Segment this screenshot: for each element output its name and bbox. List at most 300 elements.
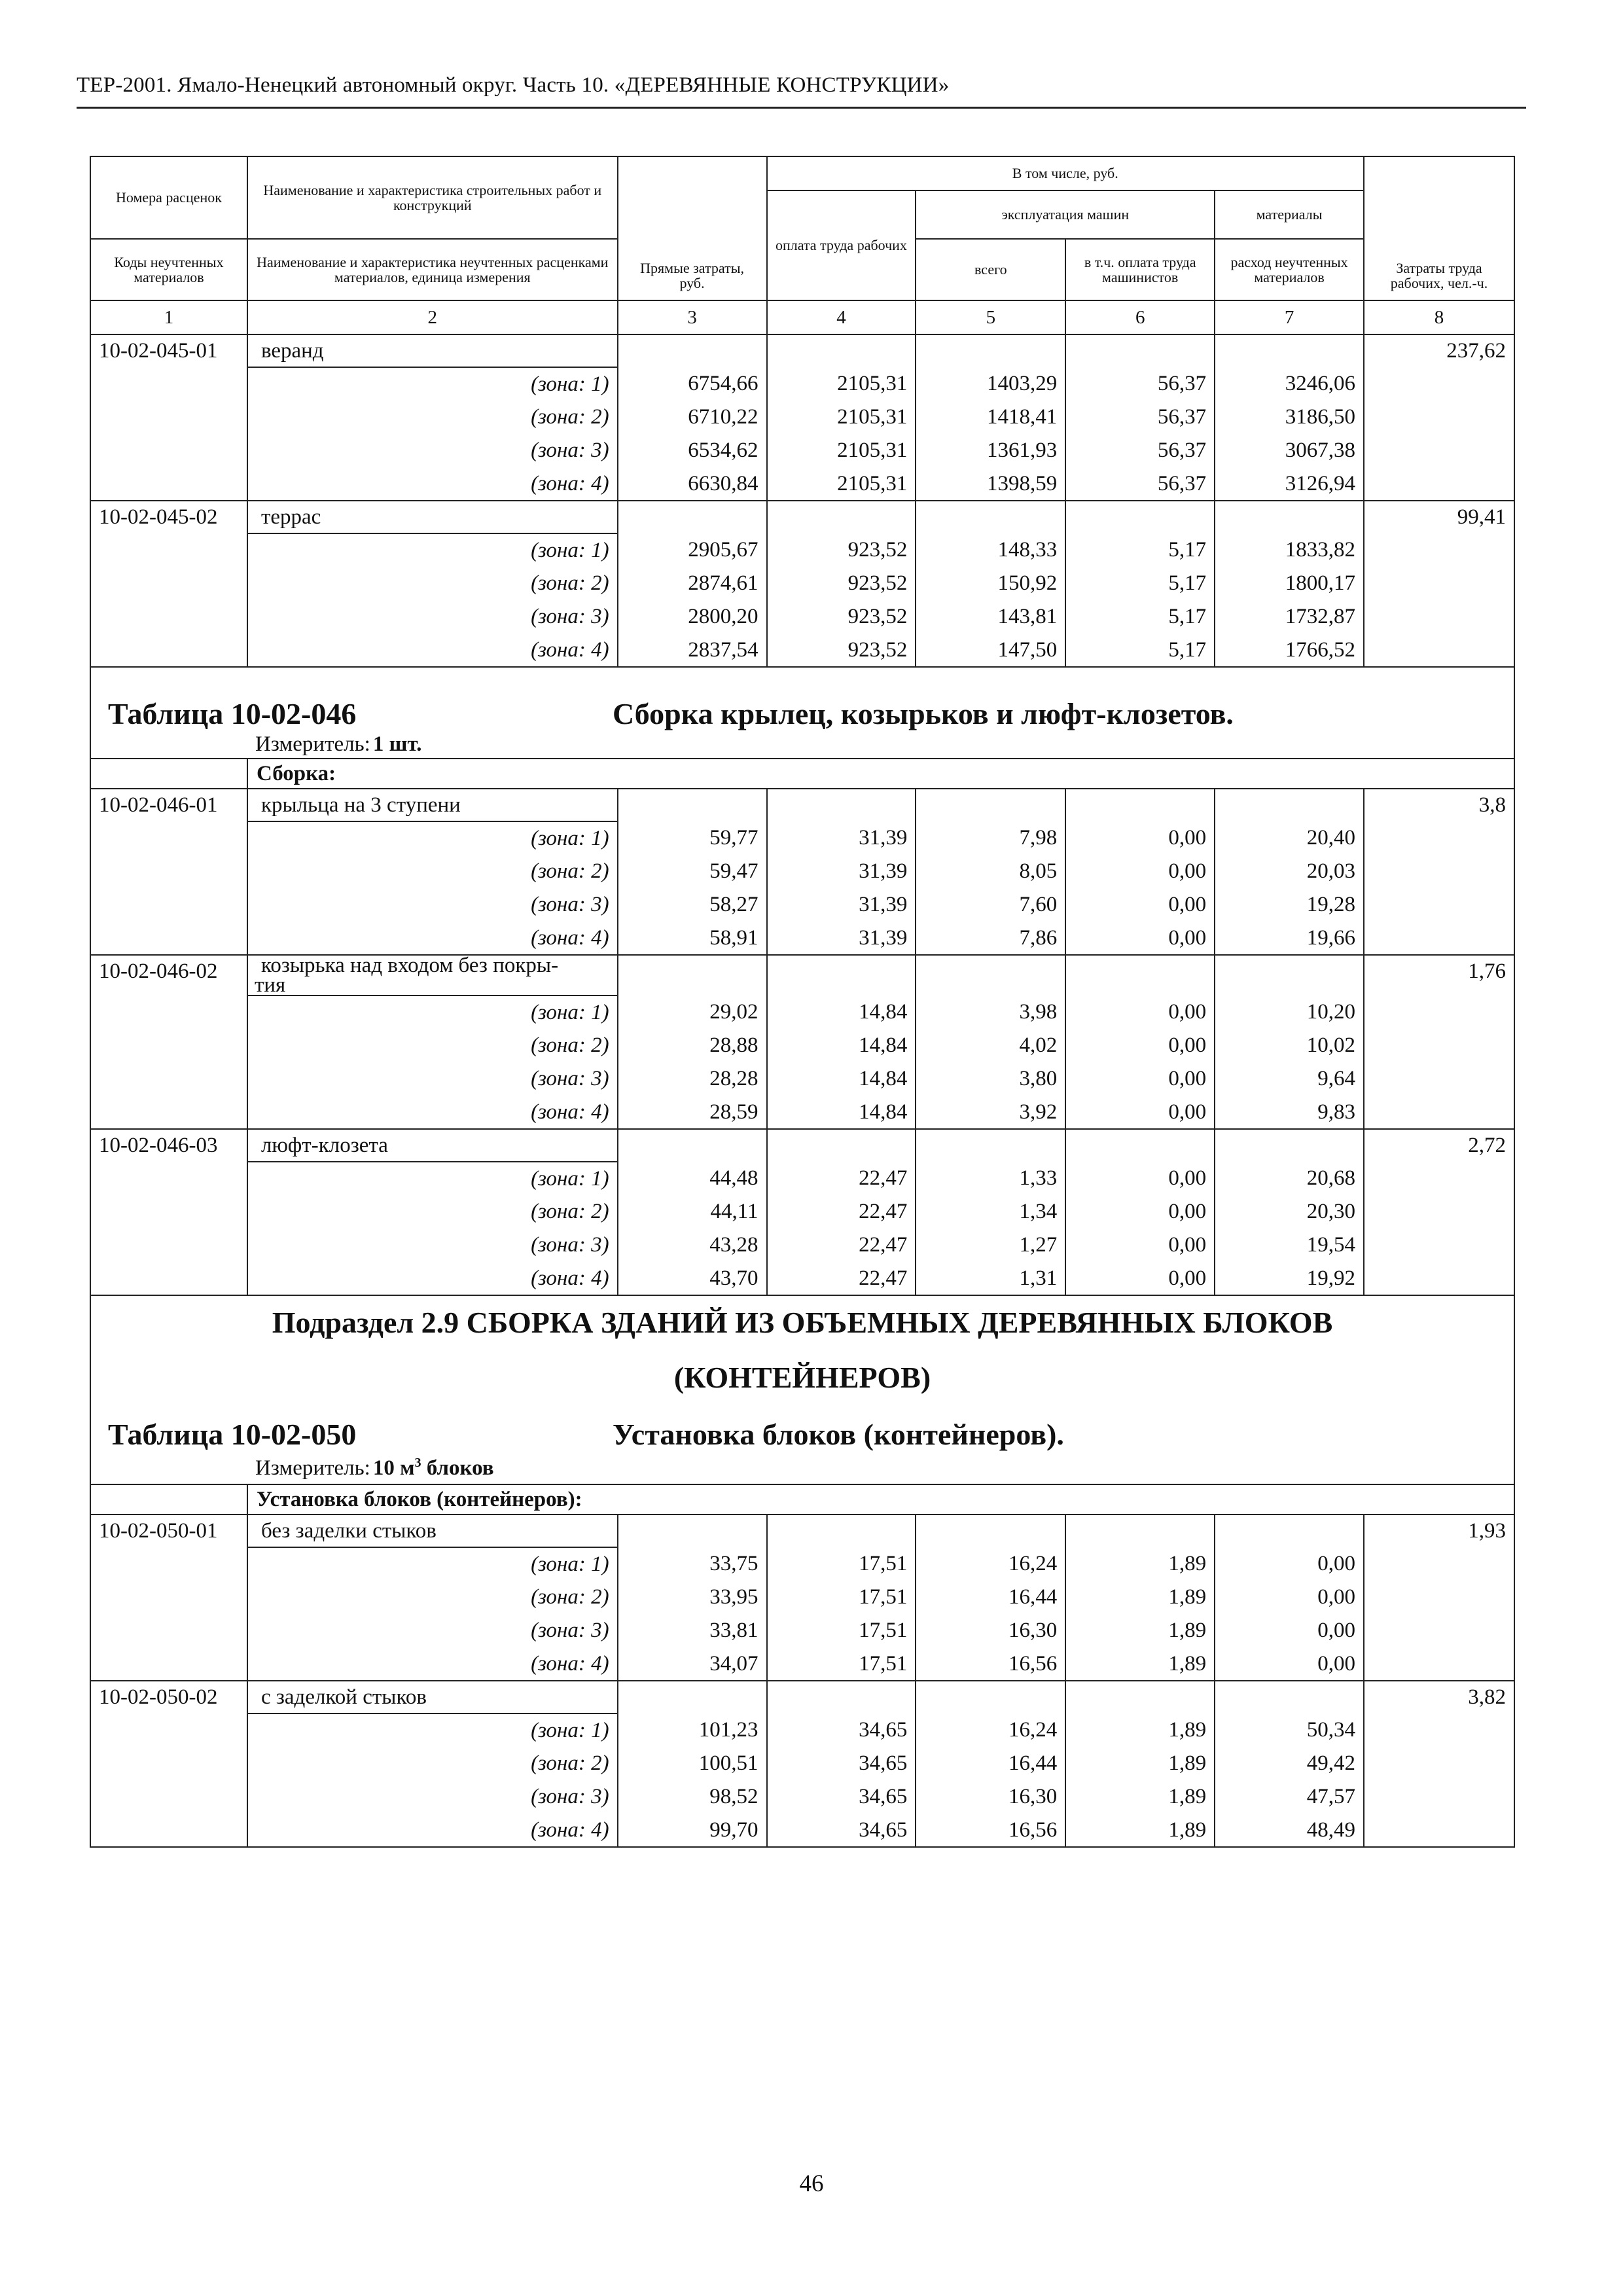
zone-label: (зона: 2) — [247, 1747, 618, 1780]
empty-cell — [1065, 1129, 1215, 1162]
zone-label: (зона: 2) — [247, 1581, 618, 1614]
value-cell: 17,51 — [767, 1581, 916, 1614]
empty-cell — [618, 955, 767, 996]
zone-label: (зона: 2) — [247, 1195, 618, 1229]
column-number: 8 — [1364, 300, 1514, 334]
value-cell: 14,84 — [767, 1062, 916, 1096]
value-cell: 7,60 — [916, 888, 1065, 922]
value-cell: 9,64 — [1215, 1062, 1364, 1096]
col-wages-header: оплата труда рабочих — [767, 190, 916, 300]
value-cell: 2874,61 — [618, 567, 767, 600]
incl-header: В том числе, руб. — [767, 156, 1364, 190]
value-cell: 0,00 — [1065, 1262, 1215, 1295]
table-10-02-046-heading — [90, 667, 1514, 789]
zone-row — [90, 1195, 1514, 1229]
value-cell: 50,34 — [1215, 1713, 1364, 1747]
zone-label: (зона: 1) — [247, 1547, 618, 1581]
empty-cell — [1215, 1681, 1364, 1713]
value-cell: 10,02 — [1215, 1029, 1364, 1062]
zone-row — [90, 1647, 1514, 1681]
zone-label: (зона: 1) — [247, 367, 618, 401]
value-cell: 16,56 — [916, 1814, 1065, 1847]
rate-code: 10-02-050-02 — [90, 1681, 247, 1847]
value-cell: 1800,17 — [1215, 567, 1364, 600]
zone-label: (зона: 1) — [247, 996, 618, 1029]
value-cell: 19,66 — [1215, 922, 1364, 955]
column-number: 2 — [247, 300, 618, 334]
value-cell: 28,88 — [618, 1029, 767, 1062]
rate-block — [90, 1515, 1514, 1681]
zone-label: (зона: 4) — [247, 634, 618, 667]
value-cell: 44,11 — [618, 1195, 767, 1229]
value-cell: 34,65 — [767, 1814, 916, 1847]
machines-header: эксплуатация машин — [916, 190, 1215, 239]
rate-code: 10-02-046-02 — [90, 955, 247, 1129]
zone-label: (зона: 1) — [247, 533, 618, 567]
value-cell: 48,49 — [1215, 1814, 1364, 1847]
value-cell: 20,30 — [1215, 1195, 1364, 1229]
zone-label: (зона: 1) — [247, 1162, 618, 1195]
zone-row — [90, 434, 1514, 467]
value-cell: 22,47 — [767, 1262, 916, 1295]
column-number: 4 — [767, 300, 916, 334]
rate-title-row — [90, 789, 1514, 821]
value-cell: 20,68 — [1215, 1162, 1364, 1195]
value-cell: 1,31 — [916, 1262, 1065, 1295]
zone-label: (зона: 4) — [247, 1096, 618, 1129]
value-cell: 17,51 — [767, 1647, 916, 1681]
rate-title: с заделкой стыков — [247, 1681, 618, 1713]
value-cell: 0,00 — [1215, 1581, 1364, 1614]
zone-row — [90, 600, 1514, 634]
empty-cell — [916, 334, 1065, 367]
table-title: Таблица 10-02-050 — [108, 1418, 357, 1451]
header-rule — [77, 107, 1526, 109]
value-cell: 101,23 — [618, 1713, 767, 1747]
zone-row — [90, 401, 1514, 434]
value-cell: 923,52 — [767, 533, 916, 567]
zone-label: (зона: 3) — [247, 1062, 618, 1096]
value-cell: 3126,94 — [1215, 467, 1364, 501]
value-cell: 3186,50 — [1215, 401, 1364, 434]
zone-label: (зона: 2) — [247, 855, 618, 888]
value-cell: 58,91 — [618, 922, 767, 955]
page-number: 46 — [799, 2170, 824, 2197]
value-cell: 147,50 — [916, 634, 1065, 667]
value-cell: 34,65 — [767, 1713, 916, 1747]
measure-value: 1 шт. — [372, 732, 422, 756]
subsection-title-line2: (КОНТЕЙНЕРОВ) — [90, 1350, 1514, 1406]
value-cell: 7,98 — [916, 821, 1065, 855]
labor-cost: 1,76 — [1364, 955, 1514, 1129]
empty-cell — [767, 955, 916, 996]
empty-cell — [767, 789, 916, 821]
zone-label: (зона: 3) — [247, 888, 618, 922]
value-cell: 58,27 — [618, 888, 767, 922]
value-cell: 49,42 — [1215, 1747, 1364, 1780]
value-cell: 1361,93 — [916, 434, 1065, 467]
value-cell: 22,47 — [767, 1195, 916, 1229]
rate-title-row — [90, 1515, 1514, 1547]
zone-row — [90, 1262, 1514, 1295]
rate-block — [90, 1129, 1514, 1295]
value-cell: 1,89 — [1065, 1713, 1215, 1747]
value-cell: 34,65 — [767, 1780, 916, 1814]
rate-code: 10-02-046-03 — [90, 1129, 247, 1295]
value-cell: 1,89 — [1065, 1780, 1215, 1814]
value-cell: 0,00 — [1065, 996, 1215, 1029]
zone-label: (зона: 3) — [247, 1229, 618, 1262]
value-cell: 31,39 — [767, 888, 916, 922]
value-cell: 59,47 — [618, 855, 767, 888]
value-cell: 3,98 — [916, 996, 1065, 1029]
col-labor-header: Затраты труда рабочих, чел.-ч. — [1364, 156, 1514, 300]
subsection-2-9-heading — [90, 1295, 1514, 1515]
value-cell: 2905,67 — [618, 533, 767, 567]
value-cell: 17,51 — [767, 1547, 916, 1581]
rate-title-row — [90, 1129, 1514, 1162]
value-cell: 31,39 — [767, 855, 916, 888]
col-direct-costs-header: Прямые затраты, руб. — [618, 156, 767, 300]
empty-cell — [618, 501, 767, 533]
table-caption: Сборка крылец, козырьков и люфт-клозетов. — [613, 697, 1234, 730]
value-cell: 16,44 — [916, 1581, 1065, 1614]
empty-cell — [767, 1515, 916, 1547]
zone-row — [90, 1614, 1514, 1647]
value-cell: 2800,20 — [618, 600, 767, 634]
empty-cell — [1065, 789, 1215, 821]
value-cell: 47,57 — [1215, 1780, 1364, 1814]
value-cell: 0,00 — [1065, 1229, 1215, 1262]
rate-title: люфт-клозета — [247, 1129, 618, 1162]
empty-cell — [618, 1681, 767, 1713]
zone-row — [90, 1814, 1514, 1847]
zone-row — [90, 533, 1514, 567]
value-cell: 28,59 — [618, 1096, 767, 1129]
rate-title-row — [90, 1681, 1514, 1713]
value-cell: 1,89 — [1065, 1747, 1215, 1780]
empty-cell — [1065, 334, 1215, 367]
value-cell: 5,17 — [1065, 567, 1215, 600]
value-cell: 150,92 — [916, 567, 1065, 600]
zone-row — [90, 888, 1514, 922]
rate-title-line: тия — [254, 973, 286, 996]
rate-title: без заделки стыков — [247, 1515, 618, 1547]
zone-label: (зона: 1) — [247, 1713, 618, 1747]
empty-cell — [1065, 1681, 1215, 1713]
zone-label: (зона: 4) — [247, 1262, 618, 1295]
value-cell: 33,81 — [618, 1614, 767, 1647]
value-cell: 1,89 — [1065, 1547, 1215, 1581]
value-cell: 56,37 — [1065, 401, 1215, 434]
price-table — [90, 156, 1515, 1848]
rate-title: крыльца на 3 ступени — [247, 789, 618, 821]
value-cell: 14,84 — [767, 1096, 916, 1129]
value-cell: 19,54 — [1215, 1229, 1364, 1262]
value-cell: 2105,31 — [767, 434, 916, 467]
rate-code: 10-02-050-01 — [90, 1515, 247, 1681]
zone-row — [90, 467, 1514, 501]
empty-cell — [618, 334, 767, 367]
value-cell: 2105,31 — [767, 367, 916, 401]
empty-cell — [1065, 501, 1215, 533]
empty-cell — [916, 789, 1065, 821]
labor-cost: 3,8 — [1364, 789, 1514, 955]
zone-label: (зона: 3) — [247, 1614, 618, 1647]
value-cell: 33,95 — [618, 1581, 767, 1614]
value-cell: 0,00 — [1065, 888, 1215, 922]
value-cell: 17,51 — [767, 1614, 916, 1647]
value-cell: 43,70 — [618, 1262, 767, 1295]
value-cell: 6754,66 — [618, 367, 767, 401]
value-cell: 0,00 — [1215, 1614, 1364, 1647]
value-cell: 1,33 — [916, 1162, 1065, 1195]
zone-row — [90, 996, 1514, 1029]
zone-row — [90, 1162, 1514, 1195]
value-cell: 22,47 — [767, 1162, 916, 1195]
empty-cell — [916, 1129, 1065, 1162]
value-cell: 0,00 — [1065, 1096, 1215, 1129]
measure-value: 10 $м^3$ блоков — [372, 1455, 494, 1480]
value-cell: 20,40 — [1215, 821, 1364, 855]
column-number: 5 — [916, 300, 1065, 334]
labor-cost: 3,82 — [1364, 1681, 1514, 1847]
value-cell: 44,48 — [618, 1162, 767, 1195]
value-cell: 3246,06 — [1215, 367, 1364, 401]
zone-row — [90, 1062, 1514, 1096]
empty-cell — [916, 1515, 1065, 1547]
value-cell: 56,37 — [1065, 434, 1215, 467]
value-cell: 1,89 — [1065, 1581, 1215, 1614]
zone-row — [90, 1780, 1514, 1814]
column-number: 3 — [618, 300, 767, 334]
labor-cost: 2,72 — [1364, 1129, 1514, 1295]
value-cell: 0,00 — [1065, 821, 1215, 855]
zone-label: (зона: 1) — [247, 821, 618, 855]
value-cell: 6630,84 — [618, 467, 767, 501]
value-cell: 1,89 — [1065, 1614, 1215, 1647]
value-cell: 923,52 — [767, 600, 916, 634]
rate-code: 10-02-045-02 — [90, 501, 247, 667]
labor-cost: 237,62 — [1364, 334, 1514, 501]
value-cell: 5,17 — [1065, 600, 1215, 634]
zone-row — [90, 1713, 1514, 1747]
value-cell: 14,84 — [767, 996, 916, 1029]
section-heading: Установка блоков (контейнеров): — [247, 1484, 1514, 1515]
value-cell: 3,80 — [916, 1062, 1065, 1096]
empty-cell — [916, 501, 1065, 533]
zone-label: (зона: 2) — [247, 1029, 618, 1062]
zone-row — [90, 1581, 1514, 1614]
value-cell: 1418,41 — [916, 401, 1065, 434]
value-cell: 31,39 — [767, 922, 916, 955]
value-cell: 1403,29 — [916, 367, 1065, 401]
value-cell: 0,00 — [1065, 1195, 1215, 1229]
zone-row — [90, 634, 1514, 667]
value-cell: 2837,54 — [618, 634, 767, 667]
zone-label: (зона: 3) — [247, 600, 618, 634]
value-cell: 6534,62 — [618, 434, 767, 467]
zone-label: (зона: 4) — [247, 467, 618, 501]
empty-cell — [1215, 334, 1364, 367]
value-cell: 16,24 — [916, 1547, 1065, 1581]
value-cell: 56,37 — [1065, 467, 1215, 501]
materials-header: материалы — [1215, 190, 1364, 239]
zone-row — [90, 1096, 1514, 1129]
value-cell: 34,07 — [618, 1647, 767, 1681]
value-cell: 3067,38 — [1215, 434, 1364, 467]
value-cell: 5,17 — [1065, 634, 1215, 667]
value-cell: 148,33 — [916, 533, 1065, 567]
empty-cell — [1215, 955, 1364, 996]
value-cell: 16,30 — [916, 1614, 1065, 1647]
value-cell: 0,00 — [1065, 922, 1215, 955]
table-caption: Установка блоков (контейнеров). — [613, 1418, 1064, 1451]
value-cell: 0,00 — [1065, 855, 1215, 888]
rate-block — [90, 789, 1514, 955]
value-cell: 1766,52 — [1215, 634, 1364, 667]
value-cell: 20,03 — [1215, 855, 1364, 888]
value-cell: 29,02 — [618, 996, 767, 1029]
col-operators-wages-header: в т.ч. оплата труда машинистов — [1065, 239, 1215, 300]
value-cell: 16,44 — [916, 1747, 1065, 1780]
subsection-title-line1: Подраздел 2.9 СБОРКА ЗДАНИЙ ИЗ ОБЪЕМНЫХ ДЕРЕВЯННЫХ БЛОКОВ — [90, 1295, 1514, 1350]
value-cell: 28,28 — [618, 1062, 767, 1096]
zone-row — [90, 922, 1514, 955]
value-cell: 9,83 — [1215, 1096, 1364, 1129]
rate-title-row — [90, 501, 1514, 533]
rate-block — [90, 1681, 1514, 1847]
zone-row — [90, 855, 1514, 888]
empty-cell — [1215, 1129, 1364, 1162]
labor-cost: 1,93 — [1364, 1515, 1514, 1681]
labor-cost: 99,41 — [1364, 501, 1514, 667]
zone-row — [90, 567, 1514, 600]
value-cell: 22,47 — [767, 1229, 916, 1262]
zone-row — [90, 1229, 1514, 1262]
rate-title: веранд — [247, 334, 618, 367]
zone-label: (зона: 4) — [247, 1814, 618, 1847]
section-heading: Сборка: — [247, 759, 1514, 789]
value-cell: 10,20 — [1215, 996, 1364, 1029]
empty-cell — [618, 1129, 767, 1162]
rate-block — [90, 501, 1514, 667]
value-cell: 5,17 — [1065, 533, 1215, 567]
value-cell: 19,92 — [1215, 1262, 1364, 1295]
zone-label: (зона: 3) — [247, 434, 618, 467]
zone-label: (зона: 4) — [247, 1647, 618, 1681]
empty-cell — [916, 955, 1065, 996]
col-materials-use-header: расход неучтенных материалов — [1215, 239, 1364, 300]
empty-cell — [767, 1129, 916, 1162]
empty-cell — [1065, 1515, 1215, 1547]
zone-label: (зона: 2) — [247, 567, 618, 600]
rate-title — [247, 955, 618, 996]
zone-row — [90, 1747, 1514, 1780]
zone-label: (зона: 2) — [247, 401, 618, 434]
value-cell: 98,52 — [618, 1780, 767, 1814]
measure-label: Измеритель: — [255, 732, 370, 756]
value-cell: 4,02 — [916, 1029, 1065, 1062]
value-cell: 8,05 — [916, 855, 1065, 888]
column-number: 1 — [90, 300, 247, 334]
value-cell: 1,27 — [916, 1229, 1065, 1262]
measure-label: Измеритель: — [255, 1456, 370, 1480]
value-cell: 16,30 — [916, 1780, 1065, 1814]
zone-row — [90, 1029, 1514, 1062]
col-material-names-header: Наименование и характеристика неучтенных расценками материалов, единица измерения — [247, 239, 618, 300]
empty-cell — [1215, 501, 1364, 533]
value-cell: 1833,82 — [1215, 533, 1364, 567]
zone-label: (зона: 3) — [247, 1780, 618, 1814]
value-cell: 2105,31 — [767, 467, 916, 501]
value-cell: 0,00 — [1215, 1647, 1364, 1681]
value-cell: 33,75 — [618, 1547, 767, 1581]
col-rate-number-header: Номера расценок — [90, 156, 247, 239]
value-cell: 1,34 — [916, 1195, 1065, 1229]
value-cell: 2105,31 — [767, 401, 916, 434]
col-machines-total-header: всего — [916, 239, 1065, 300]
value-cell: 31,39 — [767, 821, 916, 855]
value-cell: 34,65 — [767, 1747, 916, 1780]
value-cell: 143,81 — [916, 600, 1065, 634]
value-cell: 99,70 — [618, 1814, 767, 1847]
table-title: Таблица 10-02-046 — [108, 697, 357, 730]
zone-label: (зона: 4) — [247, 922, 618, 955]
table-header — [90, 156, 1514, 334]
value-cell: 43,28 — [618, 1229, 767, 1262]
rate-title-line: козырька над входом без покры- — [260, 955, 559, 977]
value-cell: 1,89 — [1065, 1647, 1215, 1681]
empty-cell — [618, 1515, 767, 1547]
running-header: ТЕР-2001. Ямало-Ненецкий автономный округ. Часть 10. «ДЕРЕВЯННЫЕ КОНСТРУКЦИИ» — [77, 73, 950, 97]
empty-cell — [916, 1681, 1065, 1713]
value-cell: 14,84 — [767, 1029, 916, 1062]
value-cell: 100,51 — [618, 1747, 767, 1780]
col-material-codes-header: Коды неучтенных материалов — [90, 239, 247, 300]
value-cell: 1732,87 — [1215, 600, 1364, 634]
value-cell: 0,00 — [1215, 1547, 1364, 1581]
zone-row — [90, 1547, 1514, 1581]
value-cell: 16,56 — [916, 1647, 1065, 1681]
empty-cell — [767, 1681, 916, 1713]
value-cell: 19,28 — [1215, 888, 1364, 922]
value-cell: 923,52 — [767, 567, 916, 600]
value-cell: 56,37 — [1065, 367, 1215, 401]
value-cell: 3,92 — [916, 1096, 1065, 1129]
value-cell: 16,24 — [916, 1713, 1065, 1747]
empty-cell — [1215, 1515, 1364, 1547]
rate-code: 10-02-046-01 — [90, 789, 247, 955]
value-cell: 0,00 — [1065, 1062, 1215, 1096]
value-cell: 0,00 — [1065, 1029, 1215, 1062]
empty-cell — [767, 334, 916, 367]
rate-title: террас — [247, 501, 618, 533]
column-number: 6 — [1065, 300, 1215, 334]
value-cell: 0,00 — [1065, 1162, 1215, 1195]
empty-cell — [1065, 955, 1215, 996]
zone-row — [90, 821, 1514, 855]
empty-cell — [1215, 789, 1364, 821]
col-work-name-header: Наименование и характеристика строительных работ и конструкций — [247, 156, 618, 239]
value-cell: 1,89 — [1065, 1814, 1215, 1847]
rate-block — [90, 955, 1514, 1129]
rate-code: 10-02-045-01 — [90, 334, 247, 501]
rate-title-row — [90, 334, 1514, 367]
value-cell: 59,77 — [618, 821, 767, 855]
zone-row — [90, 367, 1514, 401]
value-cell: 1398,59 — [916, 467, 1065, 501]
